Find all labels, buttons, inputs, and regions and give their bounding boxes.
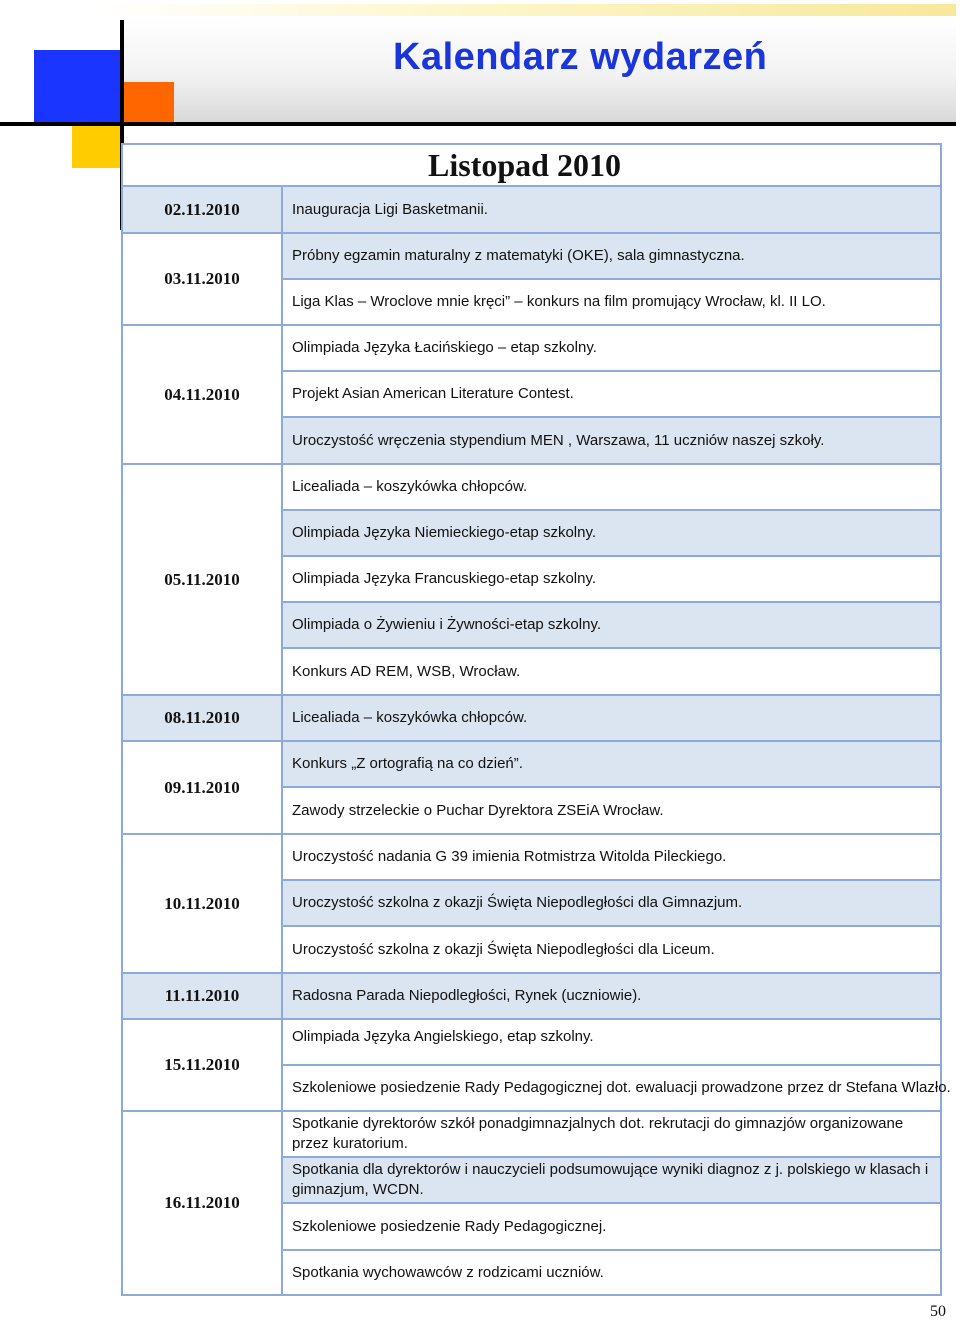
event-cell: Spotkania wychowawców z rodzicami uczniów. bbox=[281, 1249, 940, 1294]
event-cell: Olimpiada Języka Niemieckiego-etap szkolny. bbox=[281, 509, 940, 555]
date-cell: 08.11.2010 bbox=[123, 694, 281, 740]
event-cell: Liga Klas – Wroclove mnie kręci” – konkurs na film promujący Wrocław, kl. II LO. bbox=[281, 278, 940, 324]
decor-yellow-square bbox=[72, 126, 120, 168]
event-cell: Szkoleniowe posiedzenie Rady Pedagogicznej dot. ewaluacji prowadzone przez dr Stefana Wlazło. bbox=[281, 1064, 940, 1110]
decor-horizontal-line bbox=[0, 122, 956, 126]
event-cell: Zawody strzeleckie o Puchar Dyrektora ZSEiA Wrocław. bbox=[281, 786, 940, 833]
event-cell: Licealiada – koszykówka chłopców. bbox=[281, 463, 940, 509]
date-cell: 11.11.2010 bbox=[123, 972, 281, 1018]
event-cell: Uroczystość wręczenia stypendium MEN , Warszawa, 11 uczniów naszej szkoły. bbox=[281, 416, 940, 463]
date-cell: 05.11.2010 bbox=[123, 463, 281, 694]
event-cell: Olimpiada Języka Francuskiego-etap szkolny. bbox=[281, 555, 940, 601]
event-cell: Szkoleniowe posiedzenie Rady Pedagogicznej. bbox=[281, 1202, 940, 1249]
header-top-band bbox=[100, 4, 956, 16]
month-header bbox=[123, 145, 940, 185]
date-cell: 16.11.2010 bbox=[123, 1110, 281, 1294]
date-cell: 15.11.2010 bbox=[123, 1018, 281, 1110]
decor-blue-square bbox=[34, 50, 120, 124]
decor-orange-square bbox=[124, 82, 174, 124]
event-cell: Uroczystość szkolna z okazji Święta Niepodległości dla Liceum. bbox=[281, 925, 940, 972]
event-cell: Olimpiada Języka Łacińskiego – etap szkolny. bbox=[281, 324, 940, 370]
event-cell: Spotkanie dyrektorów szkół ponadgimnazjalnych dot. rekrutacji do gimnazjów organizowane przez kuratorium. bbox=[281, 1110, 940, 1156]
event-cell: Konkurs „Z ortografią na co dzień”. bbox=[281, 740, 940, 786]
date-cell: 10.11.2010 bbox=[123, 833, 281, 972]
event-cell: Uroczystość nadania G 39 imienia Rotmistrza Witolda Pileckiego. bbox=[281, 833, 940, 879]
event-cell: Olimpiada Języka Angielskiego, etap szkolny. bbox=[281, 1018, 940, 1064]
date-cell: 09.11.2010 bbox=[123, 740, 281, 833]
event-cell: Projekt Asian American Literature Contest. bbox=[281, 370, 940, 416]
page-title: Kalendarz wydarzeń bbox=[393, 36, 768, 78]
event-cell: Próbny egzamin maturalny z matematyki (OKE), sala gimnastyczna. bbox=[281, 232, 940, 278]
date-cell: 02.11.2010 bbox=[123, 185, 281, 232]
event-cell: Uroczystość szkolna z okazji Święta Niepodległości dla Gimnazjum. bbox=[281, 879, 940, 925]
event-cell: Radosna Parada Niepodległości, Rynek (uczniowie). bbox=[281, 972, 940, 1018]
event-cell: Spotkania dla dyrektorów i nauczycieli podsumowujące wyniki diagnoz z j. polskiego w klasach i gimnazjum, WCDN. bbox=[281, 1156, 940, 1202]
page-number: 50 bbox=[930, 1303, 946, 1320]
date-cell: 04.11.2010 bbox=[123, 324, 281, 463]
event-cell: Inauguracja Ligi Basketmanii. bbox=[281, 185, 940, 232]
event-cell: Konkurs AD REM, WSB, Wrocław. bbox=[281, 647, 940, 694]
event-cell: Olimpiada o Żywieniu i Żywności-etap szkolny. bbox=[281, 601, 940, 647]
date-cell: 03.11.2010 bbox=[123, 232, 281, 324]
event-cell: Licealiada – koszykówka chłopców. bbox=[281, 694, 940, 740]
month-title: Listopad 2010 bbox=[428, 147, 621, 183]
